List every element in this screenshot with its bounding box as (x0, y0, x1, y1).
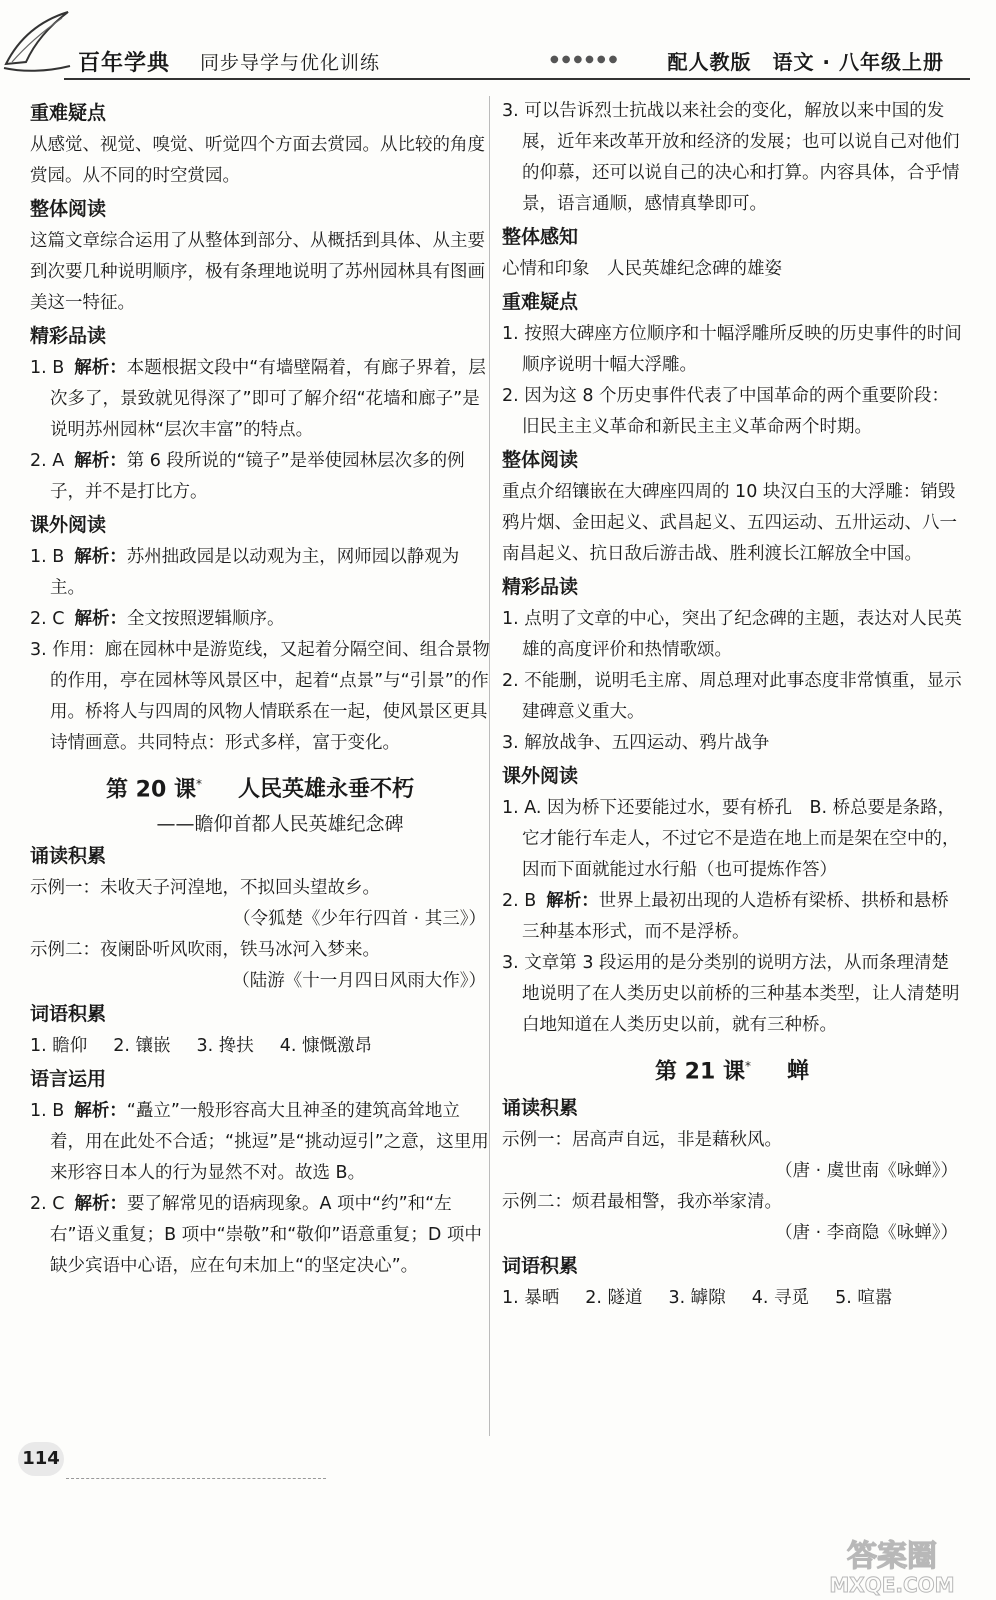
section-heading: 重难疑点 (30, 102, 107, 124)
answer-item (30, 1189, 490, 1282)
paragraph: 这篇文章综合运用了从整体到部分、从概括到具体、从主要到次要几种说明顺序，极有条理地说明了苏州园林具有图画美这一特征。 (30, 231, 485, 313)
section-heading: 语言运用 (30, 1068, 107, 1091)
answer-item: 3. 作用：廊在园林中是游览线，又起着分隔空间、组合景物的作用，亭在园林等风景区中，起着“点景”与“引景”的作用。桥将人与四周的风物人情联系在一起，使风景区更具诗情画意。共同特点：形式多样，富于变化。 (30, 640, 490, 753)
analysis-label: 解析： (74, 358, 127, 378)
analysis-text: 本题根据文段中“有墙壁隔着，有廊子界着，层次多了，景致就见得深了”即可了解介绍“花墙和廊子”是说明苏州园林“层次丰富”的特点。 (50, 358, 486, 440)
analysis-text: 第 6 段所说的“镜子”是举使园林层次多的例子，并不是打比方。 (50, 451, 465, 502)
answer-key: 1. B (30, 1101, 65, 1122)
answer-item: 1. 按照大碑座方位顺序和十幅浮雕所反映的历史事件的时间顺序说明十幅大浮雕。 (502, 324, 962, 375)
lesson-number: 第 21 课 (655, 1059, 745, 1085)
analysis-text: 世界上最初出现的人造桥有梁桥、拱桥和悬桥三种基本形式，而不是浮桥。 (522, 891, 949, 942)
poem-source: （令狐楚《少年行四首 · 其三》） (233, 909, 486, 930)
footer-line (66, 1478, 326, 1479)
section-heading: 词语积累 (30, 1003, 107, 1026)
page-header (0, 0, 996, 86)
answer-key: 1. B (30, 547, 65, 567)
word-list (502, 1283, 962, 1314)
section-heading: 整体阅读 (502, 449, 579, 471)
poem-source: （陆游《十一月四日风雨大作》） (232, 971, 486, 992)
poem-example: 示例二：夜阑卧听风吹雨，铁马冰河入梦来。 (30, 940, 380, 961)
word-item: 2. 镶嵌 (113, 1036, 171, 1057)
answer-item (30, 542, 490, 604)
poem-example: 示例一：居高声自远，非是藉秋风。 (502, 1130, 782, 1151)
word-item: 1. 暴晒 (502, 1288, 560, 1309)
answer-item: 1. 点明了文章的中心，突出了纪念碑的主题，表达对人民英雄的高度评价和热情歌颂。 (502, 609, 962, 660)
poem-source: （唐 · 虞世南《咏蝉》） (775, 1161, 958, 1182)
analysis-text: 苏州拙政园是以动观为主，网师园以静观为主。 (50, 547, 460, 598)
edition-label: 配人教版 语文 · 八年级上册 (667, 50, 944, 74)
answer-key: 1. B (30, 358, 65, 378)
word-item: 1. 瞻仰 (30, 1036, 88, 1057)
section-heading: 诵读积累 (502, 1097, 579, 1120)
watermark-url: MXQE.COM (829, 1573, 955, 1597)
answer-item (30, 446, 490, 508)
analysis-label: 解析： (74, 1101, 127, 1122)
analysis-label: 解析： (546, 891, 599, 911)
header-dots: ●●●●●● (550, 54, 621, 65)
section-heading: 整体阅读 (30, 198, 107, 220)
analysis-text: “矗立”一般形容高大且神圣的建筑高耸地立着，用在此处不合适；“挑逗”是“挑动逗引”之意，这里用来形容日本人的行为显然不对。故选 B。 (50, 1101, 489, 1184)
answer-item: 3. 文章第 3 段运用的是分类别的说明方法，从而条理清楚地说明了在人类历史以前桥的三种基本类型，让人清楚明白地知道在人类历史以前，就有三种桥。 (502, 953, 960, 1035)
answer-key: 2. A (30, 451, 65, 471)
paragraph: 重点介绍镶嵌在大碑座四周的 10 块汉白玉的大浮雕：销毁鸦片烟、金田起义、武昌起义、五四运动、五卅运动、八一南昌起义、抗日敌后游击战、胜利渡长江解放全中国。 (502, 482, 957, 564)
answer-item: 2. 因为这 8 个历史事件代表了中国革命的两个重要阶段：旧民主主义革命和新民主主义革命两个时期。 (502, 386, 950, 437)
optional-star: * (195, 777, 202, 791)
analysis-text: 要了解常见的语病现象。A 项中“约”和“左右”语义重复；B 项中“崇敬”和“敬仰”语意重复；D 项中缺少宾语中心语，应在句末加上“的坚定决心”。 (50, 1194, 482, 1277)
page-number: 114 (18, 1442, 64, 1476)
answer-item (30, 1096, 490, 1189)
answer-item: 3. 可以告诉烈士抗战以来社会的变化，解放以来中国的发展，近年来改革开放和经济的发展；也可以说自己对他们的仰慕，还可以说自己的决心和打算。内容具体，合乎情景，语言通顺，感情真挚即可。 (502, 101, 960, 214)
section-heading: 整体感知 (502, 226, 579, 248)
section-heading: 诵读积累 (30, 845, 107, 868)
answer-key: 2. B (502, 891, 537, 911)
answer-item: 3. 解放战争、五四运动、鸦片战争 (502, 733, 770, 753)
watermark-text: 答案圈 (847, 1539, 937, 1574)
answer-item (502, 886, 962, 948)
header-rule (64, 78, 970, 80)
analysis-label: 解析： (74, 1194, 127, 1215)
section-heading: 精彩品读 (30, 325, 107, 347)
paragraph: 心情和印象 人民英雄纪念碑的雄姿 (502, 259, 782, 279)
answer-item: 2. 不能删，说明毛主席、周总理对此事态度非常慎重，显示建碑意义重大。 (502, 671, 962, 722)
word-item: 3. 搀扶 (196, 1036, 254, 1057)
word-list (30, 1031, 490, 1062)
lesson-number: 第 20 课 (106, 777, 196, 803)
page-footer (0, 1436, 996, 1600)
optional-star: * (744, 1059, 751, 1073)
section-heading: 精彩品读 (502, 576, 579, 598)
word-item: 3. 罅隙 (668, 1288, 726, 1309)
lesson-20-title (30, 765, 490, 809)
analysis-label: 解析： (74, 451, 127, 471)
brand-title: 百年学典 (78, 51, 171, 76)
answer-key: 2. C (30, 1194, 65, 1215)
analysis-label: 解析： (74, 609, 127, 629)
word-item: 4. 寻觅 (751, 1288, 810, 1309)
watermark-logo (812, 1532, 972, 1598)
lesson-subtitle: ——瞻仰首都人民英雄纪念碑 (156, 813, 404, 836)
lesson-name: 蝉 (786, 1059, 809, 1085)
word-item: 2. 隧道 (585, 1288, 643, 1309)
lesson-21-title (502, 1047, 962, 1091)
section-heading: 重难疑点 (502, 291, 579, 313)
quill-logo-icon (2, 6, 74, 78)
section-heading: 课外阅读 (502, 765, 579, 787)
answer-item (30, 604, 490, 635)
paragraph: 从感觉、视觉、嗅觉、听觉四个方面去赏园。从比较的角度赏园。从不同的时空赏园。 (30, 135, 485, 186)
lesson-name: 人民英雄永垂不朽 (237, 777, 414, 803)
word-item: 5. 喧嚣 (835, 1288, 893, 1309)
section-heading: 词语积累 (502, 1255, 579, 1278)
analysis-text: 全文按照逻辑顺序。 (126, 609, 285, 629)
poem-example: 示例二：烦君最相警，我亦举家清。 (502, 1192, 782, 1213)
book-subtitle: 同步导学与优化训练 (200, 52, 381, 74)
poem-source: （唐 · 李商隐《咏蝉》） (775, 1223, 958, 1244)
analysis-label: 解析： (74, 547, 127, 567)
section-heading: 课外阅读 (30, 514, 107, 536)
word-item: 4. 慷慨激昂 (279, 1036, 373, 1057)
answer-item (30, 353, 490, 446)
answer-item: 1. A. 因为桥下还要能过水，要有桥孔 B. 桥总要是条路，它才能行车走人，不过它不是造在地上而是架在空中的，因而下面就能过水行船（也可提炼作答） (502, 798, 960, 880)
answer-key: 2. C (30, 609, 65, 629)
poem-example: 示例一：未收天子河湟地，不拟回头望故乡。 (30, 878, 380, 899)
left-column (30, 96, 490, 1282)
right-column (502, 96, 962, 1314)
